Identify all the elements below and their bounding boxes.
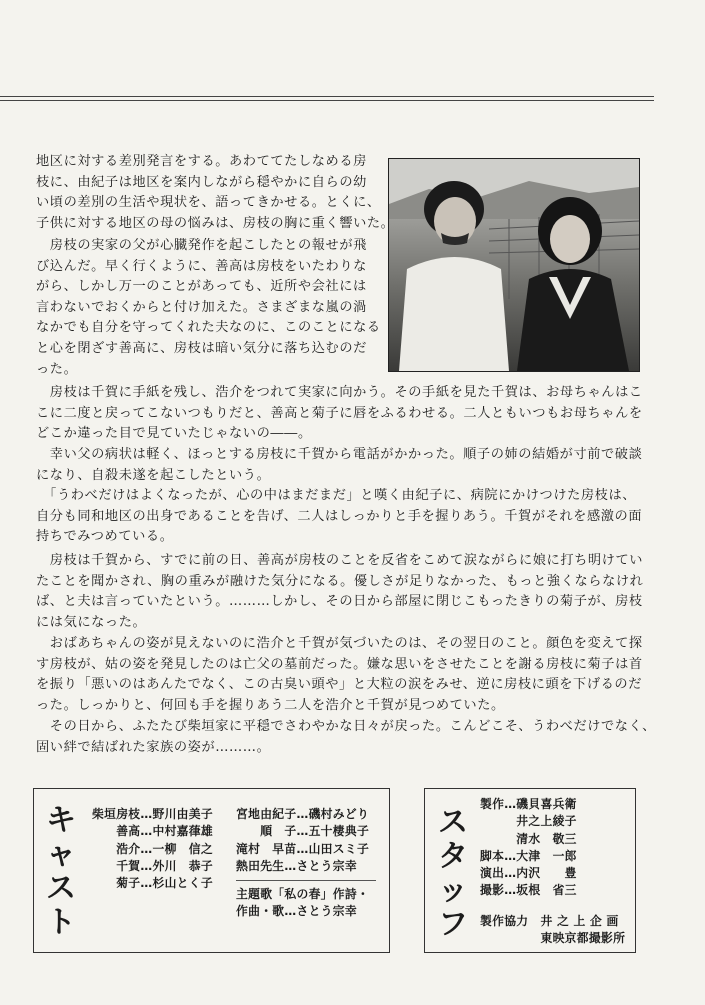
- paragraph-6: 房枝は千賀から、すでに前の日、善高が房枝のことを反省をこめて涙ながらに娘に打ち明けてい たことを聞かされ、胸の重みが融けた気分になる。優しさが足りなかった、もっと強くならなけれ ば、と夫は言っていたという。………しかし、その日から部屋に閉じこもったきりの菊子が、房枝 には気になった。: [36, 553, 644, 630]
- paragraph-4: 幸い父の病状は軽く、ほっとする房枝に千賀から電話がかかった。順子の姉の結婚が寸前で破談 になり、自殺未遂を起こしたという。: [36, 447, 643, 483]
- staff-list: 製作…磯貝喜兵衛 井之上綾子 清水 敬三 脚本…大津 一郎 演出…内沢 豊 撮影…坂根 省三: [480, 797, 577, 898]
- song-divider: [236, 880, 376, 881]
- paragraph-3: 房枝は千賀に手紙を残し、浩介をつれて実家に向かう。その手紙を見た千賀は、お母ちゃんはこ こに二度と戻ってこないつもりだと、善高と菊子に唇をふるわせる。二人ともいつもお母ちゃんを どこか違った目で見ていたじゃないの――。: [36, 385, 643, 442]
- header-rule-top: [0, 96, 654, 97]
- paragraph-5: 「うわべだけはよくなったが、心の中はまだまだ」と嘆く由紀子に、病院にかけつけた房枝は、 自分も同和地区の出身であることを告げ、二人はしっかりと手を握りあう。千賀がそれを感激の面 持ちでみつめている。: [36, 488, 643, 545]
- production-cooperation: 製作協力 井 之 上 企 画 東映京都撮影所: [480, 914, 626, 946]
- cast-title: キ ャ ス ト: [46, 803, 76, 940]
- cast-list-left: 柴垣房枝…野川由美子 善高…中村嘉葎雄 浩介…一柳 信之 千賀…外川 恭子 菊子…杉山とく子: [92, 807, 213, 891]
- header-rule-bottom: [0, 100, 654, 101]
- paragraph-1: 地区に対する差別発言をする。あわててたしなめる房 枝に、由紀子は地区を案内しながら穏やかに自らの幼 い頃の差別の生活や現状を、語ってきかせる。とくに、 子供に対する地区の母の悩みは、房枝の胸に重く響いた。: [36, 154, 395, 231]
- paragraph-2: 房枝の実家の父が心臓発作を起こしたとの報せが飛 び込んだ。早く行くように、善高は房枝をいたわりな がら、しかし万一のことがあっても、近所や会社には 言わないでおくからと付け加えた。さまざまな嵐の渦 なかでも自分を守ってくれた夫なのに、このことになる と心を閉ざす善高に、房枝は暗い気分に落ち込むのだ った。: [36, 238, 381, 377]
- paragraph-7: おばあちゃんの姿が見えないのに浩介と千賀が気づいたのは、その翌日のこと。顔色を変えて探 す房枝が、姑の姿を発見したのは亡父の墓前だった。嫌な思いをさせたことを謝る房枝に菊子は首 を振り「悪いのはあんたでなく、この古臭い頭や」と大粒の涙をみせ、逆に房枝に頭を下げるのだ った。しっかりと、何回も手を握りあう二人を浩介と千賀が見つめていた。: [36, 636, 643, 713]
- theme-song-credit: 主題歌「私の春」作詩・ 作曲・歌…さとう宗幸: [236, 887, 370, 919]
- cast-list-right: 宮地由紀子…磯村みどり 順 子…五十棲典子 滝村 早苗…山田スミ子 熱田先生…さとう宗幸: [236, 807, 370, 873]
- still-photo: [388, 158, 640, 372]
- paragraph-8: その日から、ふたたび柴垣家に平穏でさわやかな日々が戻った。こんどこそ、うわべだけでなく、 固い絆で結ばれた家族の姿が………。: [36, 719, 656, 755]
- staff-title: ス タ ッ フ: [438, 805, 468, 942]
